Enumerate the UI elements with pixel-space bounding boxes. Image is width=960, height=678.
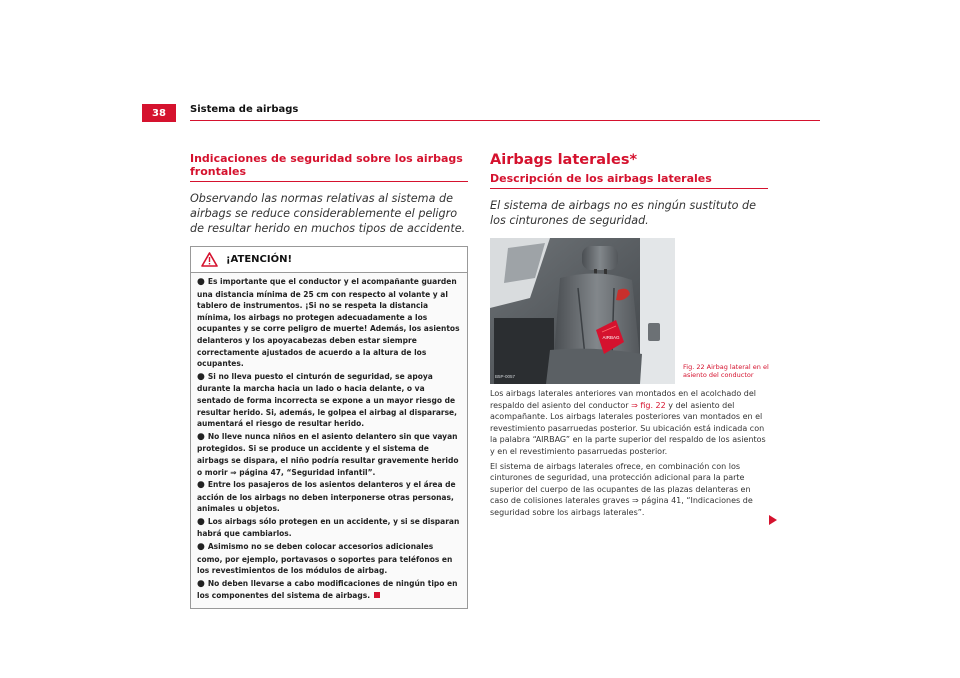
body-text: [490, 388, 768, 519]
left-column: [190, 152, 468, 609]
figure-photo-seat: [490, 238, 675, 384]
figure-caption: Fig. 22 Airbag lateral en el asiento del conductor: [683, 363, 769, 379]
warning-list: [191, 273, 467, 608]
airbag-label: AIRBAG: [602, 335, 620, 340]
warning-header: [191, 247, 467, 273]
warning-item: ● Asimismo no se deben colocar accesorios adicionales como, por ejemplo, portavasos o soportes para teléfonos en los revestimientos de los módulos de airbag.: [197, 542, 453, 576]
warning-title: ¡ATENCIÓN!: [226, 254, 293, 265]
running-header-title: Sistema de airbags: [190, 104, 299, 115]
figure-22: [490, 238, 768, 388]
chapter-title: Airbags laterales*: [490, 152, 638, 168]
section-intro-side: El sistema de airbags no es ningún sustituto de los cinturones de seguridad.: [490, 199, 757, 227]
next-page-arrow-icon: [768, 514, 778, 526]
figure-code: B5P-0057: [495, 374, 516, 379]
right-column: [490, 152, 768, 522]
warning-item: ● Es importante que el conductor y el acompañante guarden una distancia mínima de 25 cm con respecto al volante y al tablero de instrumentos. ¡Si no se respeta la distancia mínima, los airbags no protegen adecuadamente a los ocupantes y se corre peligro de muerte! Además, los asientos delanteros y los apoyacabezas deben estar siempre correctamente ajustados de acuerdo a la altura de los ocupantes.: [197, 277, 460, 369]
warning-item: ● No deben llevarse a cabo modificaciones de ningún tipo en los componentes del sistema de airbags.: [197, 578, 458, 601]
warning-box: [190, 246, 468, 609]
figure-reference-link[interactable]: ⇒ fig. 22: [631, 400, 666, 410]
warning-item: ● No lleve nunca niños en el asiento delantero sin que vayan protegidos. Si se produce un accidente y el sistema de airbags se dispara, el niño podría resultar gravemente herido o morir ⇒ página 47, “Seguridad infantil”.: [197, 431, 459, 477]
section-title-frontal: Indicaciones de seguridad sobre los airbags frontales: [190, 152, 468, 182]
warning-item: ● Los airbags sólo protegen en un accidente, y si se disparan habrá que cambiarlos.: [197, 516, 460, 539]
section-title-side: Descripción de los airbags laterales: [490, 172, 768, 189]
header-rule: [190, 120, 820, 121]
paragraph-2: El sistema de airbags laterales ofrece, en combinación con los cinturones de seguridad, una protección adicional para la parte superior del cuerpo de las ocupantes de las plazas delanteras en caso de colisiones laterales graves ⇒ página 41, “Indicaciones de seguridad sobre los airbags laterales”.: [490, 461, 753, 517]
warning-item: ● Entre los pasajeros de los asientos delanteros y el área de acción de los airbags no deben interponerse otras personas, animales u objetos.: [197, 480, 456, 514]
warning-item: ● Si no lleva puesto el cinturón de seguridad, se apoya durante la marcha hacia un lado o hacia delante, o va sentado de forma incorrecta se expone a un mayor riesgo de resultar herido. Si, además, le golpea el airbag al dispararse, aumentará el riesgo de resultar herido.: [197, 371, 457, 429]
section-intro-frontal: Observando las normas relativas al sistema de airbags se reduce considerablemente el peligro de resultar herido en muchos tipos de accidente.: [190, 192, 466, 235]
page-number: 38: [142, 104, 176, 122]
end-of-section-mark: [374, 592, 380, 598]
warning-triangle-icon: [201, 252, 218, 267]
paragraph-1: Los airbags laterales anteriores van montados en el acolchado del respaldo del asiento del conductor ⇒ fig. 22 y del asiento del acompañante. Los airbags laterales posteriores van montados en el revestimiento pasarruedas posterior. Su ubicación está indicada con la palabra “AIRBAG” en la parte superior del respaldo de los asientos y en el revestimiento pasarruedas posterior.: [490, 389, 766, 456]
